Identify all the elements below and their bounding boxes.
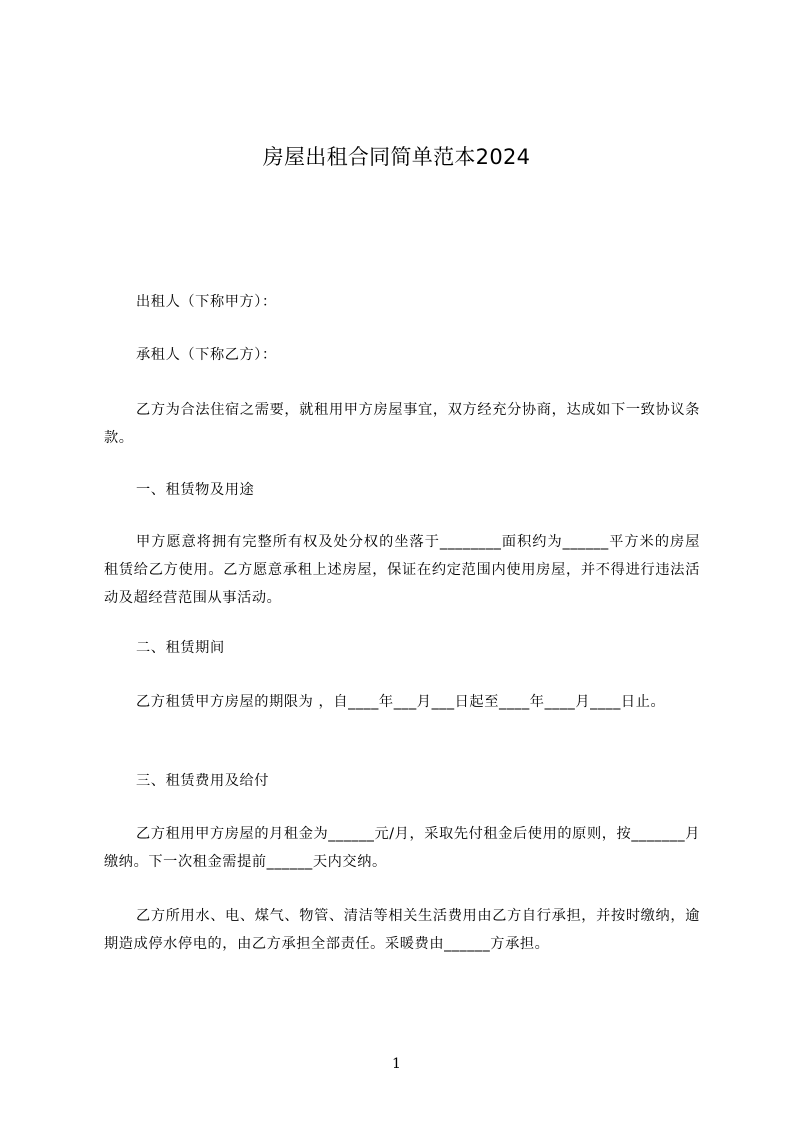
section-1-heading: 一、租赁物及用途	[136, 482, 255, 498]
section-3-heading: 三、租赁费用及给付	[136, 773, 270, 789]
lessee-label: 承租人（下称乙方）：	[136, 347, 277, 363]
section-3-body-1: 乙方租用甲方房屋的月租金为______元/月，采取先付租金后使用的原则，按_______月缴纳。下一次租金需提前______天内交纳。	[104, 826, 700, 870]
section-3-body-2: 乙方所用水、电、煤气、物管、清洁等相关生活费用由乙方自行承担，并按时缴纳，逾期造成停水停电的，由乙方承担全部责任。采暖费由______方承担。	[104, 908, 700, 952]
section-2-heading: 二、租赁期间	[136, 640, 225, 656]
section-1-body: 甲方愿意将拥有完整所有权及处分权的坐落于________面积约为______平方米的房屋租赁给乙方使用。乙方愿意承租上述房屋，保证在约定范围内使用房屋，并不得进行违法活动及超经营范围从事活动。	[104, 534, 700, 606]
page-number: 1	[392, 1056, 401, 1072]
lessor-label: 出租人（下称甲方）：	[136, 294, 277, 310]
document-title: 房屋出租合同简单范本2024	[262, 145, 531, 169]
intro-paragraph: 乙方为合法住宿之需要，就租用甲方房屋事宜，双方经充分协商，达成如下一致协议条款。	[104, 402, 700, 446]
section-2-body: 乙方租赁甲方房屋的期限为 ，自____年___月___日起至____年____月____日止。	[136, 694, 666, 710]
